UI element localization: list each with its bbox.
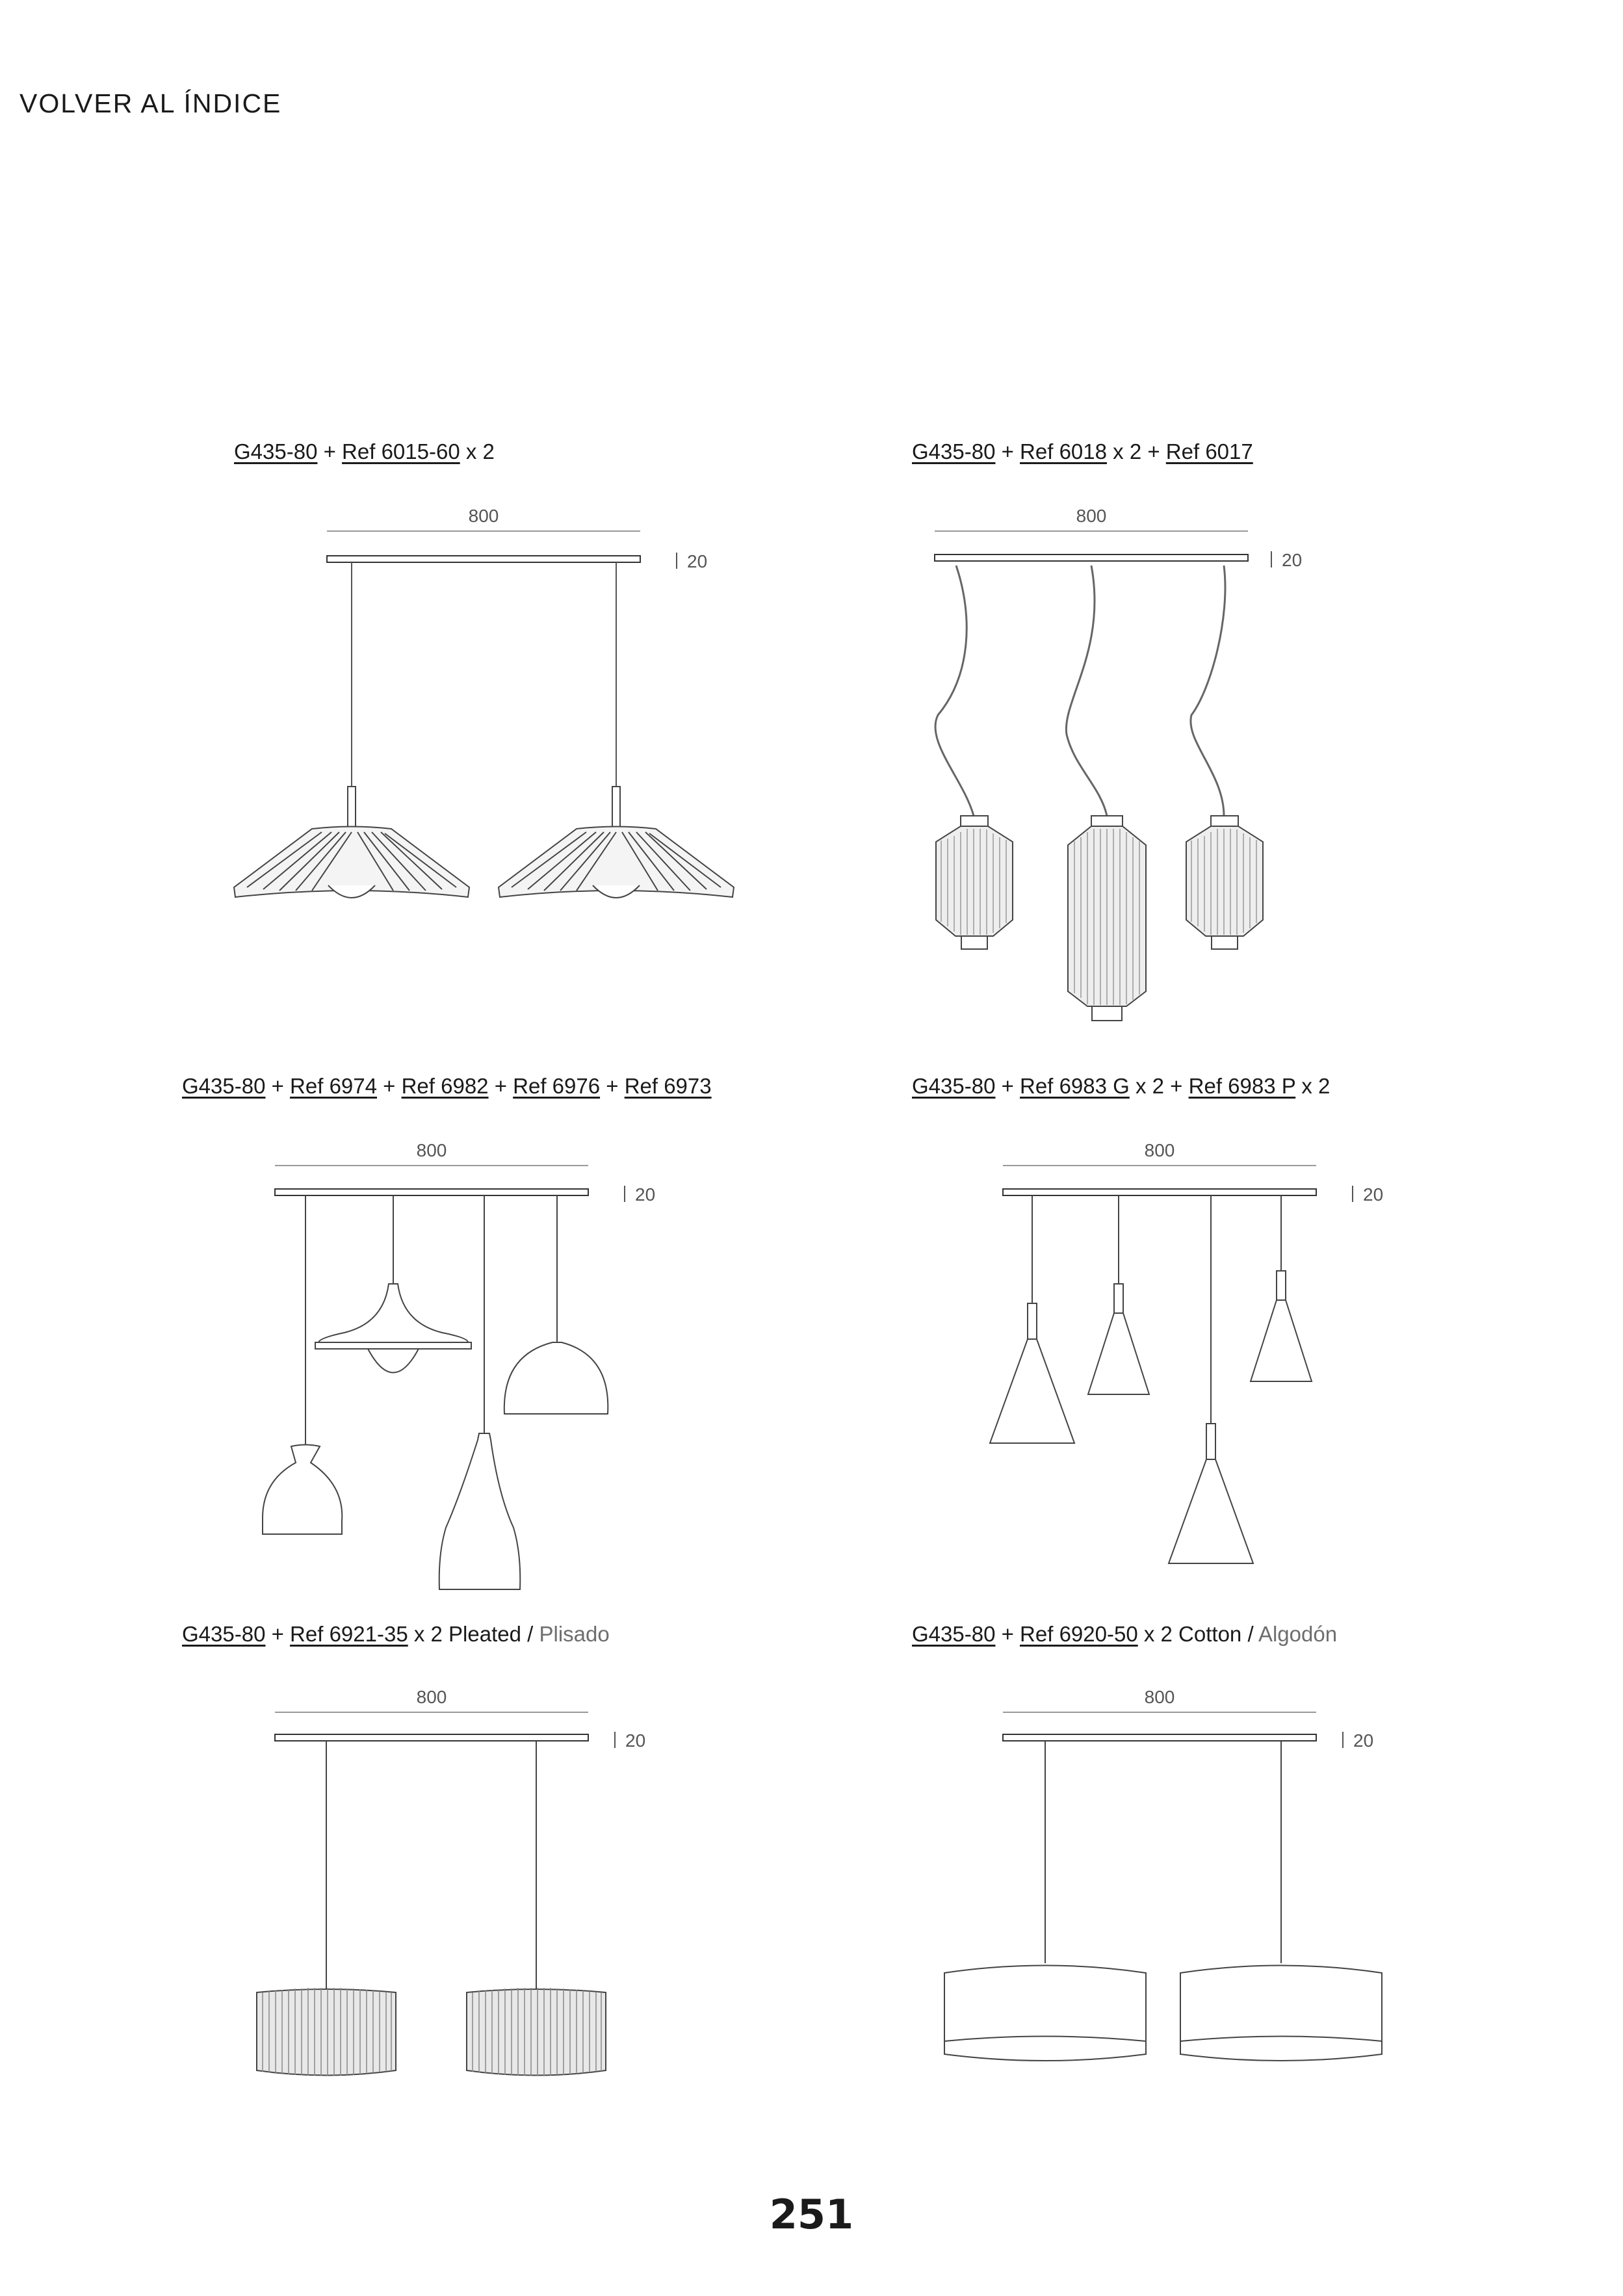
product-reference-link[interactable]: Ref 6983 P [1188,1074,1296,1098]
product-reference-link[interactable]: Ref 6015-60 [342,439,460,463]
cotton-drum-shade [944,1966,1146,2061]
title-separator: x 2 [1295,1074,1331,1098]
section-title [234,439,495,464]
back-to-index-link[interactable]: VOLVER AL ÍNDICE [19,88,282,118]
cone-lamp-large [990,1303,1074,1443]
width-dimension-label: 800 [416,1140,447,1160]
ceiling-rail [1003,1734,1316,1741]
width-dimension-label: 800 [468,506,499,526]
lantern-lamp [1068,816,1146,1021]
cone-lamp-small [1251,1271,1312,1381]
teardrop-lamp [439,1433,521,1589]
title-separator: + [488,1074,513,1098]
section-title [912,439,1253,464]
height-dimension-label: 20 [625,1730,646,1751]
width-dimension-label: 800 [416,1687,447,1707]
product-reference-link[interactable]: G435-80 [234,439,318,463]
title-separator: + [376,1074,402,1098]
spanish-label: Plisado [539,1622,610,1646]
product-reference-link[interactable]: Ref 6982 [401,1074,489,1098]
width-dimension-label: 800 [1076,506,1107,526]
width-dimension-label: 800 [1144,1140,1175,1160]
product-reference-link[interactable]: Ref 6974 [290,1074,377,1098]
title-separator: x 2 [460,439,495,463]
cables [935,566,1225,816]
spanish-label: Algodón [1258,1622,1338,1646]
bowl-pendant-lamp [263,1445,342,1535]
cone-shade-lamp [499,787,734,898]
section-title [912,1622,1337,1647]
section-title [182,1622,610,1647]
product-reference-link[interactable]: G435-80 [912,439,996,463]
height-dimension-label: 20 [687,551,708,571]
title-separator: + [995,439,1020,463]
title-separator: + [317,439,343,463]
product-reference-link[interactable]: Ref 6017 [1165,439,1253,463]
height-dimension [677,551,707,571]
cone-lamp-large [1169,1424,1253,1563]
title-separator: + [265,1074,291,1098]
height-dimension-label: 20 [635,1184,656,1205]
ceiling-rail [275,1189,588,1195]
height-dimension-label: 20 [1282,550,1303,570]
dome-lamp [504,1342,608,1414]
pleated-drum-shade [467,1988,606,2076]
height-dimension-label: 20 [1353,1730,1374,1751]
title-separator: x 2 Pleated / [408,1622,539,1646]
title-separator: + [995,1074,1020,1098]
product-reference-link[interactable]: Ref 6983 G [1020,1074,1130,1098]
cotton-drum-shade [1180,1966,1382,2061]
section-title [912,1074,1330,1099]
title-separator: x 2 + [1106,439,1166,463]
lantern-lamp [936,816,1013,949]
product-reference-link[interactable]: G435-80 [912,1622,996,1646]
width-dimension-label: 800 [1144,1687,1175,1707]
cone-lamp-small [1088,1284,1149,1394]
ceiling-rail [275,1734,588,1741]
title-separator: + [600,1074,625,1098]
title-separator: + [265,1622,291,1646]
product-reference-link[interactable]: G435-80 [912,1074,996,1098]
height-dimension-label: 20 [1363,1184,1384,1205]
product-reference-link[interactable]: Ref 6920-50 [1020,1622,1138,1646]
width-dimension [327,506,640,531]
wide-hat-lamp [315,1284,471,1373]
title-separator: x 2 Cotton / [1137,1622,1258,1646]
product-reference-link[interactable]: Ref 6976 [513,1074,601,1098]
ceiling-rail [1003,1189,1316,1195]
product-reference-link[interactable]: G435-80 [182,1622,266,1646]
pleated-drum-shade [257,1988,396,2076]
product-reference-link[interactable]: Ref 6973 [624,1074,712,1098]
product-reference-link[interactable]: Ref 6018 [1020,439,1107,463]
ceiling-rail [935,554,1248,561]
ceiling-rail [327,556,640,562]
cone-shade-lamp [234,787,469,898]
title-separator: x 2 + [1129,1074,1189,1098]
title-separator: + [995,1622,1020,1646]
product-reference-link[interactable]: G435-80 [182,1074,266,1098]
lantern-lamp [1186,816,1263,949]
page-number: 251 [769,2191,854,2238]
product-reference-link[interactable]: Ref 6921-35 [290,1622,408,1646]
section-title [182,1074,712,1099]
